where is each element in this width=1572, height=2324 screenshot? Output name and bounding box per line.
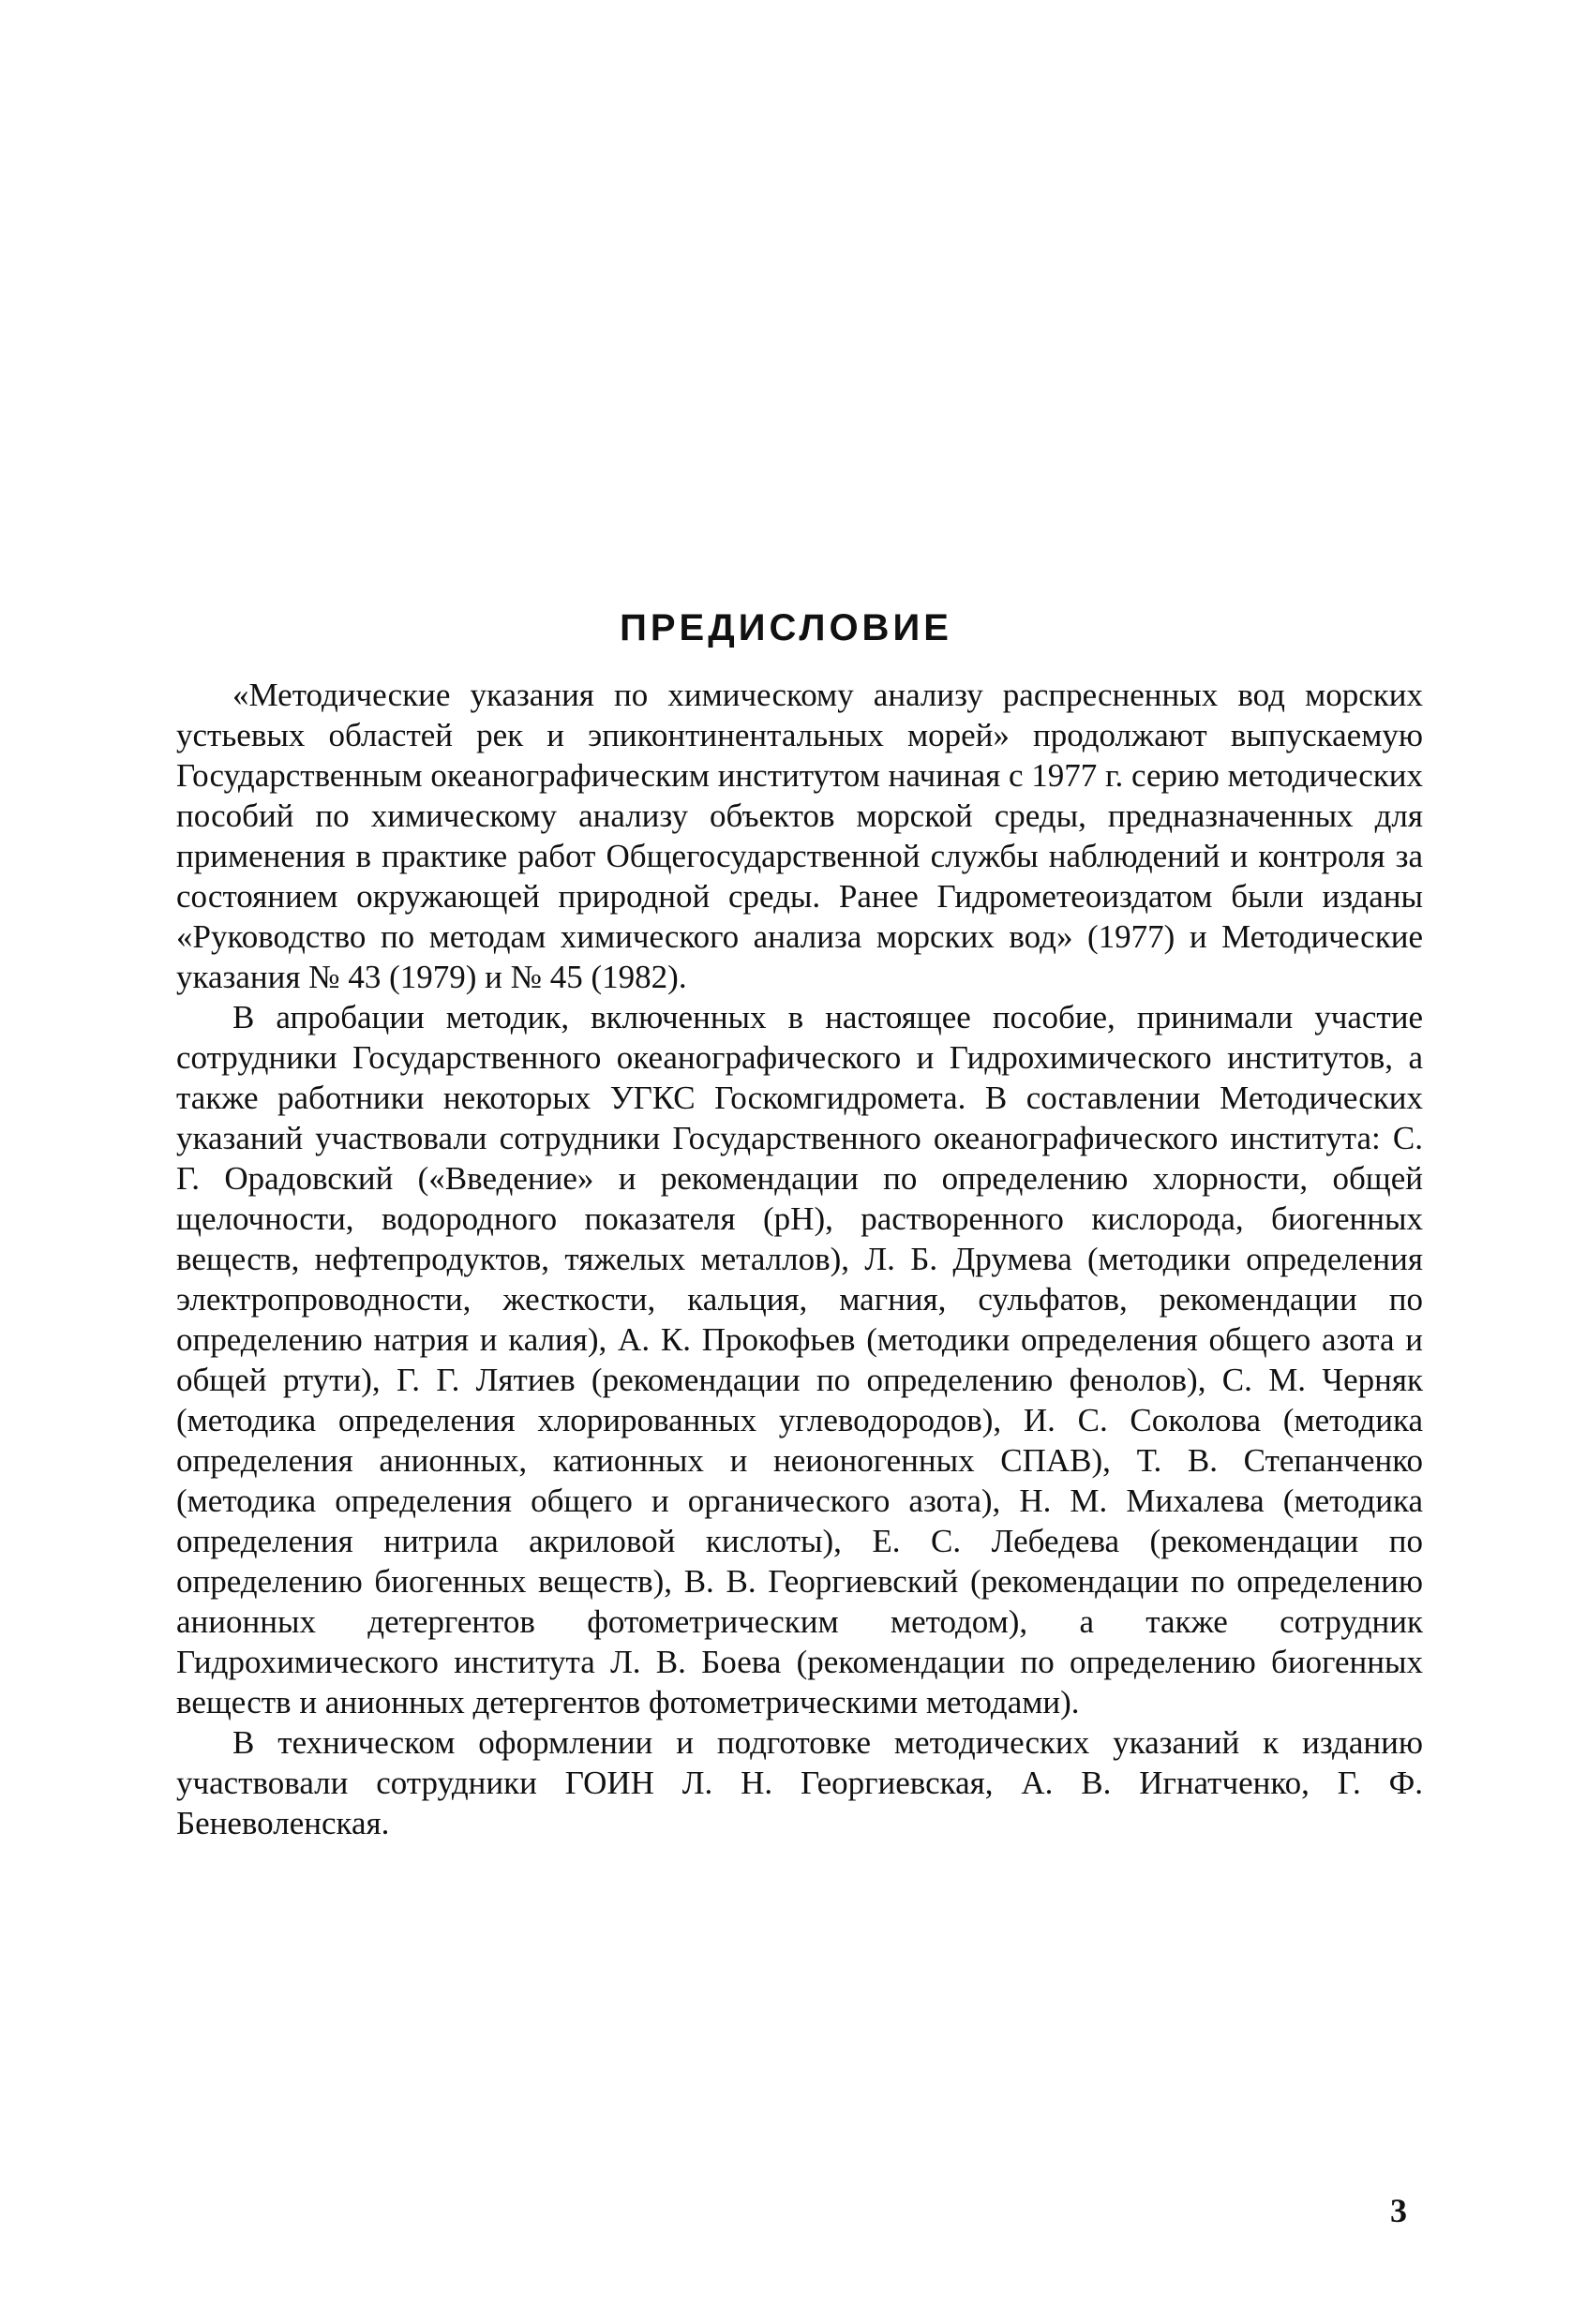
paragraph-technical-preparation: В техническом оформлении и подготовке методических указаний к изданию участвовали сотрудники ГОИН Л. Н. Георгиевская, А. В. Игнатченко, Г. Ф. Беневоленская. xyxy=(176,1724,1423,1841)
page-title: ПРЕДИСЛОВИЕ xyxy=(620,607,952,648)
page-number: 3 xyxy=(1390,2192,1407,2229)
paragraph-intro: «Методические указания по химическому анализу распресненных вод морских устьевых областей рек и эпиконтинентальных морей» продолжают выпускаемую Государственным океанографическим институтом начиная с 1977 г. серию методических пособий по химическому анализу объектов морской среды, предназначенных для применения в практике работ Общегосударственной службы наблюдений и контроля за состоянием окружающей природной среды. Ранее Гидрометеоиздатом были изданы «Руководство по методам химического анализа морских вод» (1977) и Методические указания № 43 (1979) и № 45 (1982). xyxy=(176,677,1423,995)
body-text xyxy=(176,675,1423,1843)
paragraph-contributors: В апробации методик, включенных в настоящее пособие, принимали участие сотрудники Государственного океанографического и Гидрохимического институтов, а также работники некоторых УГКС Госкомгидромета. В составлении Методических указаний участвовали сотрудники Государственного океанографического института: С. Г. Орадовский («Введение» и рекомендации по определению хлорности, общей щелочности, водородного показателя (pH), растворенного кислорода, биогенных веществ, нефтепродуктов, тяжелых металлов), Л. Б. Друмева (методики определения электропроводности, жесткости, кальция, магния, сульфатов, рекомендации по определению натрия и калия), А. К. Прокофьев (методики определения общего азота и общей ртути), Г. Г. Лятиев (рекомендации по определению фенолов), С. М. Черняк (методика определения хлорированных углеводородов), И. С. Соколова (методика определения анионных, катионных и неионогенных СПАВ), Т. В. Степанченко (методика определения общего и органического азота), Н. М. Михалева (методика определения нитрила акриловой кислоты), Е. С. Лебедева (рекомендации по определению биогенных веществ), В. В. Георгиевский (рекомендации по определению анионных детергентов фотометрическим методом), а также сотрудник Гидрохимического института Л. В. Боева (рекомендации по определению биогенных веществ и анионных детергентов фотометрическими методами). xyxy=(176,999,1423,1721)
